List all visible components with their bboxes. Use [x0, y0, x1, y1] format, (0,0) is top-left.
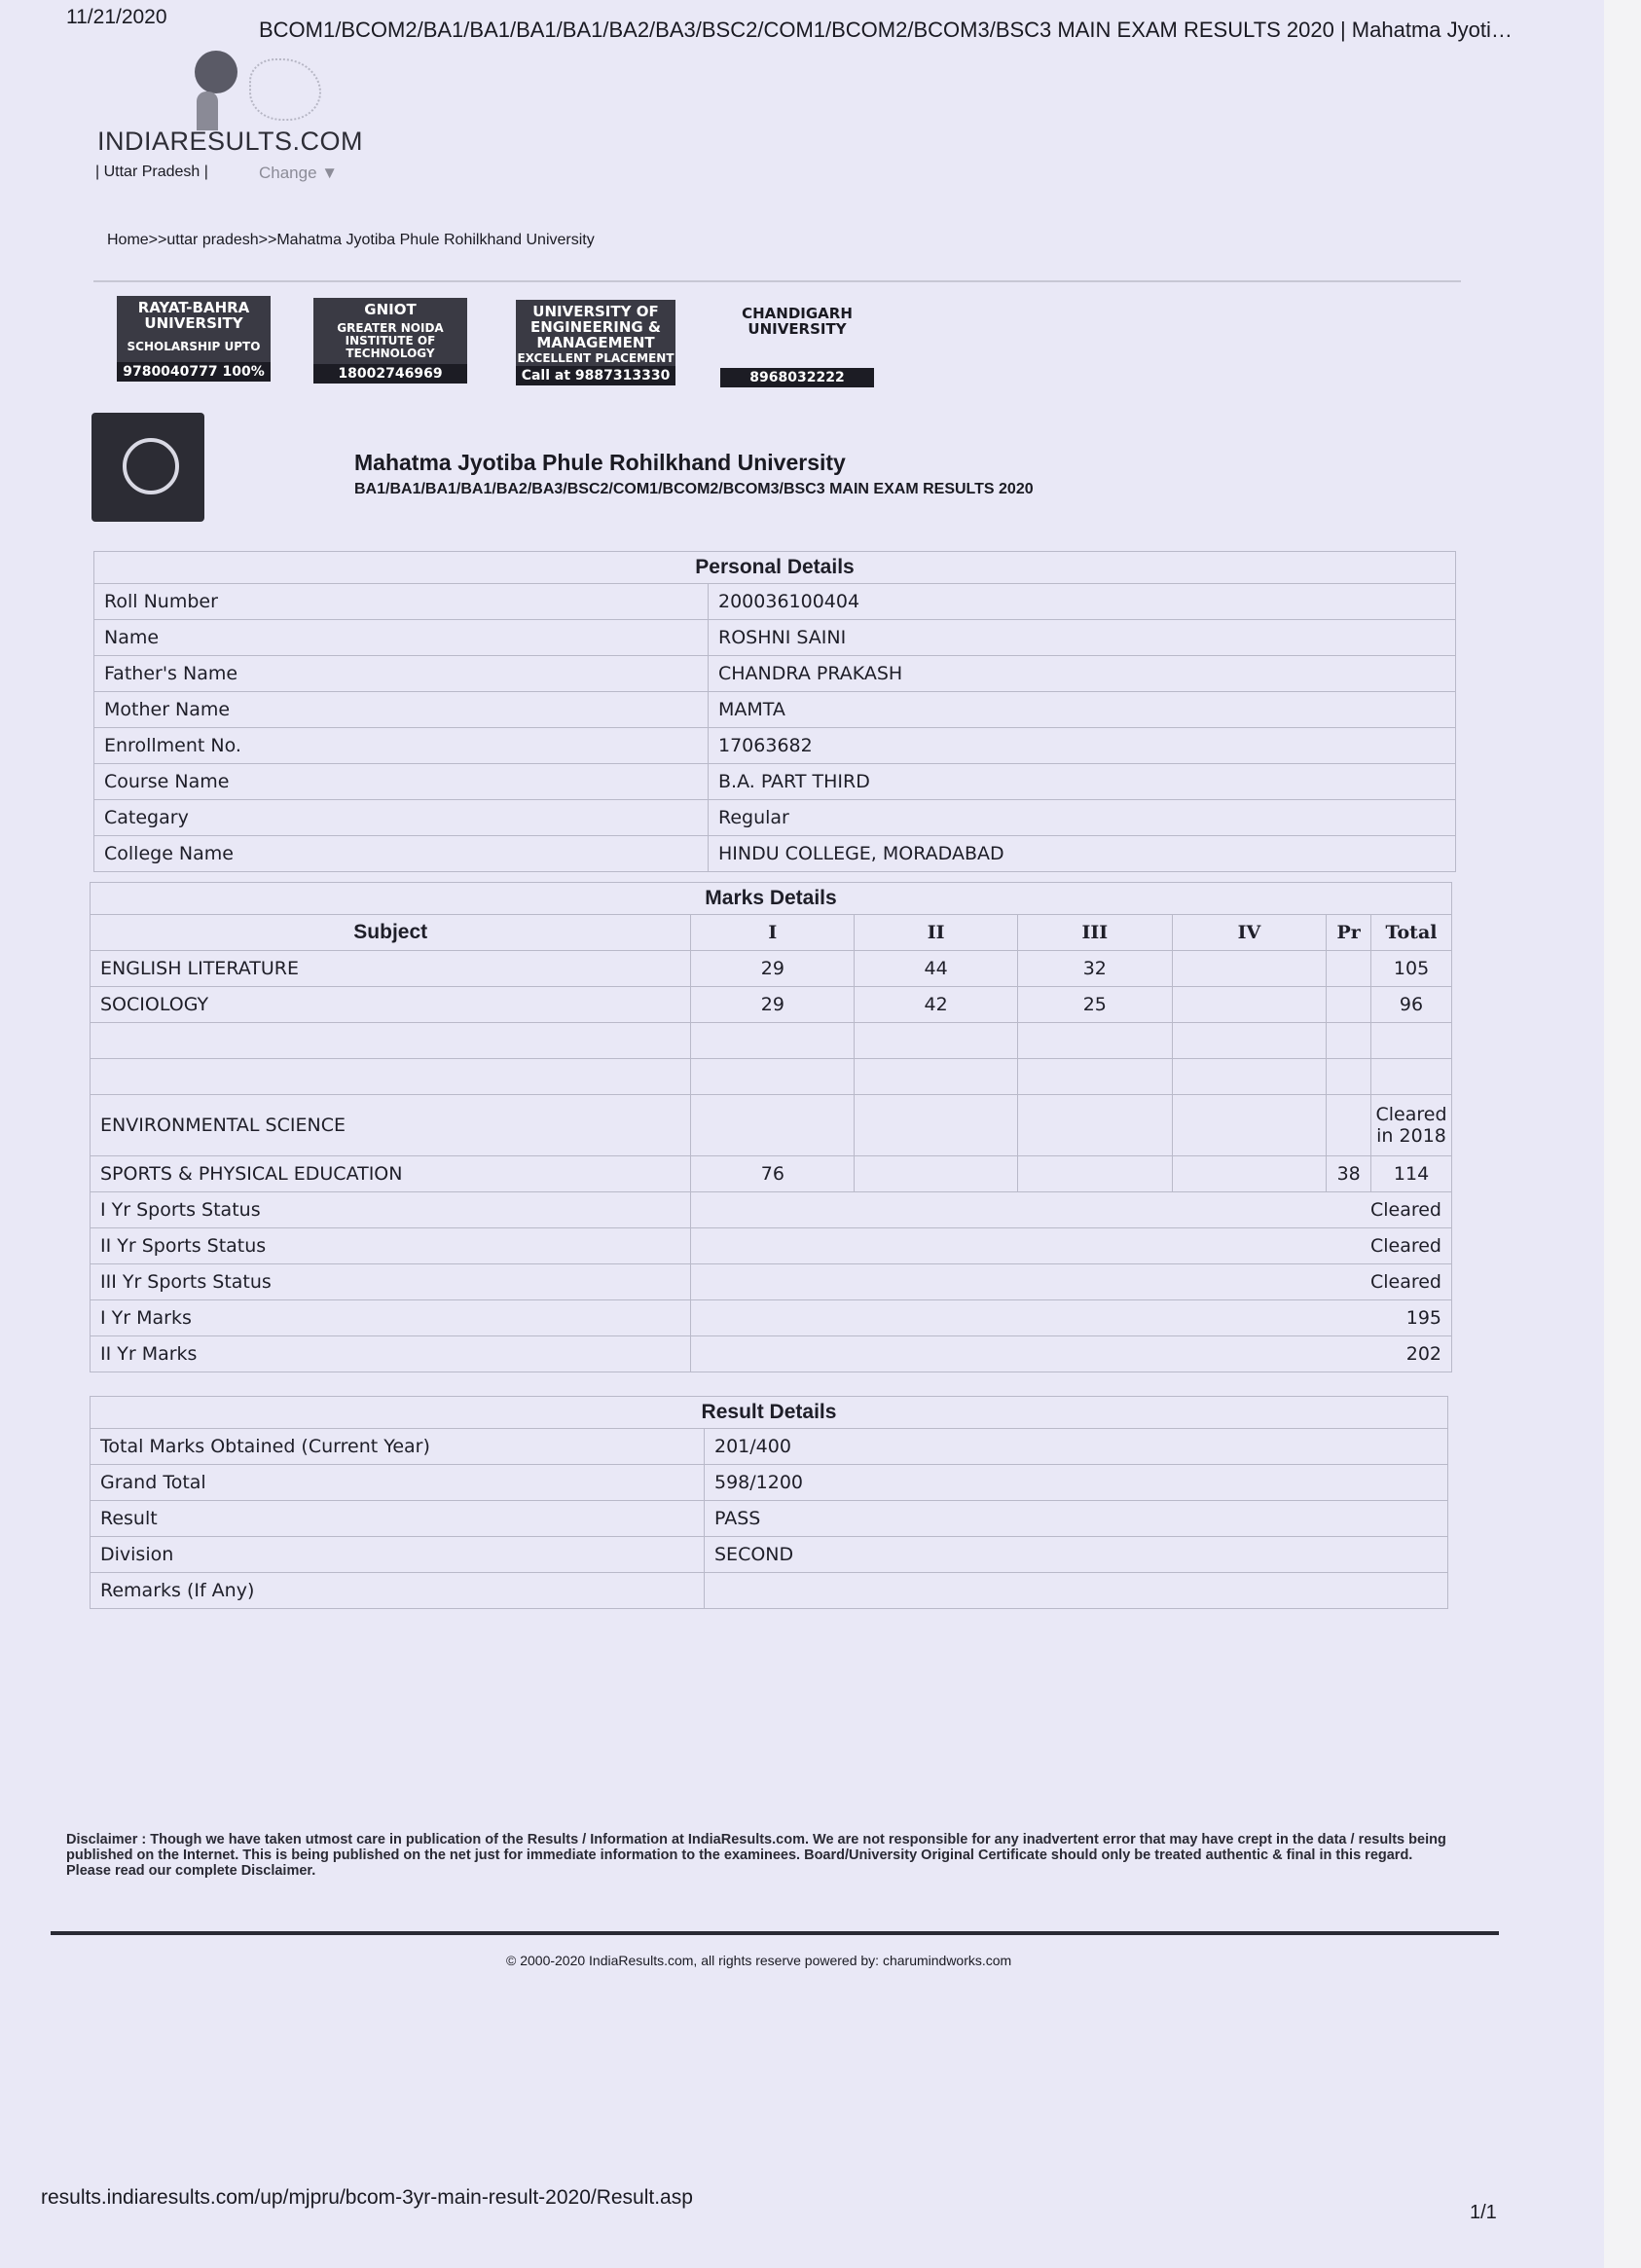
ad-banner-uem[interactable]: UNIVERSITY OF ENGINEERING & MANAGEMENT EXCELLENT PLACEMENT Call at 9887313330	[516, 300, 675, 385]
marks-details-table	[90, 882, 1452, 1372]
logo-map-icon	[249, 58, 321, 121]
print-url: results.indiaresults.com/up/mjpru/bcom-3yr-main-result-2020/Result.asp	[41, 2186, 693, 2209]
page-number: 1/1	[1470, 2202, 1497, 2223]
table-row	[91, 1059, 1452, 1095]
print-date: 11/21/2020	[66, 6, 167, 28]
personal-details-heading: Personal Details	[94, 552, 1456, 584]
print-page-title: BCOM1/BCOM2/BA1/BA1/BA1/BA1/BA2/BA3/BSC2/COM1/BCOM2/BCOM3/BSC3 MAIN EXAM RESULTS 2020 | Mahatma Jyoti…	[259, 18, 1513, 42]
result-details-heading: Result Details	[91, 1397, 1448, 1429]
table-row: Course Name B.A. PART THIRD	[94, 764, 1456, 800]
disclaimer-text: Disclaimer : Though we have taken utmost care in publication of the Results / Information at IndiaResults.com. We are not responsible for any inadvertent error that may have crept in the data / results being published on the Internet. This is being published on the net just for immediate information to the examinees. Board/University Original Certificate should only be treated authentic & final in this regard. Please read our complete Disclaimer.	[66, 1832, 1446, 1879]
table-row: Enrollment No. 17063682	[94, 728, 1456, 764]
marks-details-heading: Marks Details	[91, 883, 1452, 915]
table-row: Categary Regular	[94, 800, 1456, 836]
table-row	[91, 1023, 1452, 1059]
table-row: I Yr Marks 195	[91, 1300, 1452, 1336]
change-region-link[interactable]: Change ▼	[259, 164, 339, 182]
ad-banner-chandigarh[interactable]: CHANDIGARH UNIVERSITY 8968032222	[720, 302, 874, 387]
university-name: Mahatma Jyotiba Phule Rohilkhand University	[354, 450, 846, 475]
scan-margin	[1604, 0, 1641, 2268]
table-row: II Yr Sports Status Cleared	[91, 1228, 1452, 1264]
table-row: Mother Name MAMTA	[94, 692, 1456, 728]
result-details-table	[90, 1396, 1448, 1609]
table-row: SOCIOLOGY 29 42 25 96	[91, 987, 1452, 1023]
breadcrumb[interactable]: Home>>uttar pradesh>>Mahatma Jyotiba Phule Rohilkhand University	[107, 232, 595, 248]
table-row: Father's Name CHANDRA PRAKASH	[94, 656, 1456, 692]
table-row: Total Marks Obtained (Current Year) 201/400	[91, 1429, 1448, 1465]
table-row: Division SECOND	[91, 1537, 1448, 1573]
copyright-text: © 2000-2020 IndiaResults.com, all rights reserve powered by: charumindworks.com	[506, 1953, 1012, 1968]
footer-divider	[51, 1931, 1499, 1935]
table-row: Result PASS	[91, 1501, 1448, 1537]
logo-person-icon	[195, 51, 237, 93]
table-row: SPORTS & PHYSICAL EDUCATION 76 38 114	[91, 1156, 1452, 1192]
table-row: II Yr Marks 202	[91, 1336, 1452, 1372]
ad-banner-rayat-bahra[interactable]: RAYAT-BAHRA UNIVERSITY SCHOLARSHIP UPTO 9780040777 100%	[117, 296, 271, 382]
table-row: College Name HINDU COLLEGE, MORADABAD	[94, 836, 1456, 872]
table-row: I Yr Sports Status Cleared	[91, 1192, 1452, 1228]
site-logo[interactable]	[93, 49, 364, 195]
table-row: III Yr Sports Status Cleared	[91, 1264, 1452, 1300]
personal-details-table	[93, 551, 1456, 872]
table-row: Name ROSHNI SAINI	[94, 620, 1456, 656]
region-label: | Uttar Pradesh |	[95, 164, 208, 180]
table-row: Roll Number 200036100404	[94, 584, 1456, 620]
ad-banner-gniot[interactable]: GNIOT GREATER NOIDA INSTITUTE OF TECHNOLOGY 18002746969	[313, 298, 467, 384]
marks-header-row: Subject I II III IV Pr Total	[91, 915, 1452, 951]
university-seal-icon	[91, 413, 204, 522]
divider	[93, 280, 1461, 282]
exam-name: BA1/BA1/BA1/BA1/BA2/BA3/BSC2/COM1/BCOM2/BCOM3/BSC3 MAIN EXAM RESULTS 2020	[354, 481, 1034, 497]
logo-text: INDIARESULTS.COM	[97, 127, 364, 156]
table-row: Grand Total 598/1200	[91, 1465, 1448, 1501]
table-row: Remarks (If Any)	[91, 1573, 1448, 1609]
table-row: ENGLISH LITERATURE 29 44 32 105	[91, 951, 1452, 987]
table-row: ENVIRONMENTAL SCIENCE Cleared in 2018	[91, 1095, 1452, 1156]
